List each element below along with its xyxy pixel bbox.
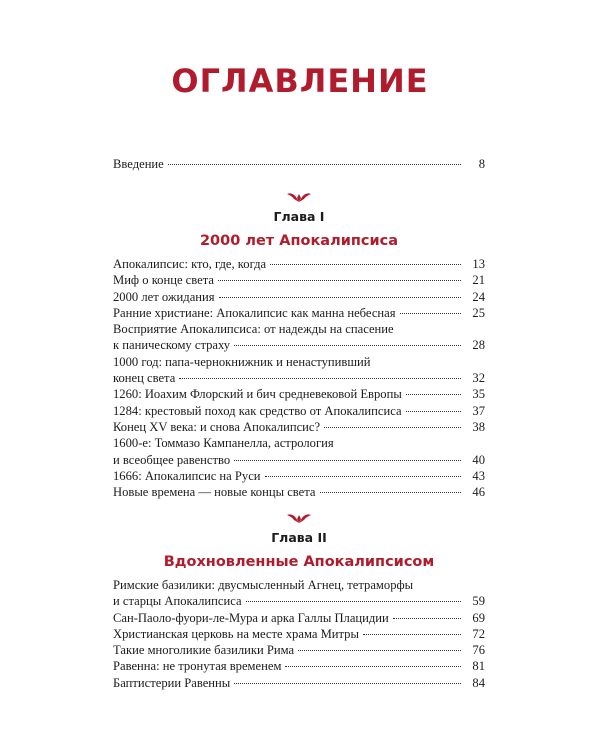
toc-entry-line	[113, 577, 485, 593]
dot-leader	[298, 650, 461, 651]
winged-ornament-icon	[286, 512, 312, 524]
toc-entry-line	[113, 256, 485, 272]
toc-entry-line	[113, 419, 485, 435]
dot-leader	[393, 618, 461, 619]
toc-entry-page: 40	[472, 452, 485, 467]
toc-entry-page: 81	[472, 659, 485, 674]
chapter-2-entries	[113, 577, 485, 691]
toc-intro	[113, 156, 485, 172]
dot-leader	[363, 634, 461, 635]
dot-leader	[265, 476, 461, 477]
dot-leader	[218, 280, 461, 281]
toc-entry-title: Такие многоликие базилики Рима	[113, 643, 295, 658]
toc-entry-line	[113, 321, 485, 337]
toc-entry-line	[113, 642, 485, 658]
toc-entry-title: 2000 лет ожидания	[113, 289, 215, 304]
dot-leader	[179, 378, 461, 379]
toc-entry-title: 1284: крестовый поход как средство от Апокалипсиса	[113, 403, 402, 418]
toc-entry	[113, 419, 485, 435]
toc-entry-line	[113, 593, 485, 609]
chapter-1-entries	[113, 256, 485, 500]
dot-leader	[406, 394, 461, 395]
toc-entry-line	[113, 337, 485, 353]
chapter-title: Вдохновленные Апокалипсисом	[163, 554, 435, 570]
winged-ornament-icon	[286, 191, 312, 203]
toc-entry-line	[113, 658, 485, 674]
toc-entry	[113, 289, 485, 305]
chapter-1-section	[113, 191, 485, 500]
toc-entry-title: Миф о конце света	[113, 273, 214, 288]
toc-entry-page: 46	[472, 485, 485, 500]
toc-entry-line	[113, 484, 485, 500]
dot-leader	[219, 297, 461, 298]
dot-leader	[246, 601, 461, 602]
chapter-label: Глава II	[271, 530, 327, 545]
dot-leader	[234, 683, 461, 684]
toc-entry-title: Равенна: не тронутая временем	[113, 659, 282, 674]
toc-entry-title: Апокалипсис: кто, где, когда	[113, 257, 267, 271]
toc-entry-title: 1600-е: Томмазо Кампанелла, астрология	[113, 436, 334, 451]
toc-entry-line	[113, 610, 485, 626]
dot-leader	[320, 492, 462, 493]
toc-entry-title: 1260: Иоахим Флорский и бич средневековой Европы	[113, 387, 402, 402]
toc-entry-line	[113, 435, 485, 451]
dot-leader	[285, 666, 461, 667]
toc-entry-line	[113, 289, 485, 305]
dot-leader	[234, 345, 461, 346]
dot-leader	[168, 164, 461, 165]
toc-entry-title: и старцы Апокалипсиса	[113, 594, 242, 609]
toc-entry	[113, 577, 485, 610]
toc-entry	[113, 626, 485, 642]
toc-entry-title: к паническому страху	[113, 338, 231, 353]
toc-entry-line	[113, 675, 485, 691]
toc-entry-page: 21	[472, 273, 485, 288]
toc-entry-line	[113, 403, 485, 419]
dot-leader	[406, 411, 461, 412]
toc-entry-title: Сан-Паоло-фуори-ле-Мура и арка Галлы Плацидии	[113, 610, 389, 625]
toc-entry-title: Христианская церковь на месте храма Митры	[113, 626, 359, 641]
toc-entry	[113, 272, 485, 288]
toc-entry	[113, 435, 485, 468]
toc-entry-line	[113, 386, 485, 402]
toc-entry-title: Восприятие Апокалипсиса: от надежды на спасение	[113, 322, 394, 337]
toc-entry-line	[113, 305, 485, 321]
toc-entry-page: 84	[472, 675, 485, 690]
toc-entry-line	[113, 354, 485, 370]
toc-entry	[113, 305, 485, 321]
toc-entry	[113, 484, 485, 500]
toc-entry-line	[113, 452, 485, 468]
toc-entry-page: 38	[472, 419, 485, 434]
dot-leader	[324, 427, 461, 428]
toc-entry-title: Римские базилики: двусмысленный Агнец, тетраморфы	[113, 578, 414, 592]
dot-leader	[234, 460, 461, 461]
toc-entry-page: 43	[472, 468, 485, 483]
toc-entry-line	[113, 626, 485, 642]
toc-entry	[113, 642, 485, 658]
toc-entry-page: 72	[472, 626, 485, 641]
dot-leader	[400, 313, 461, 314]
toc-entry	[113, 321, 485, 354]
toc-entry-line	[113, 468, 485, 484]
chapter-label: Глава I	[273, 209, 325, 224]
toc-entry-line	[113, 272, 485, 288]
toc-entry-page: 32	[472, 371, 485, 386]
toc-entry-title: 1000 год: папа-чернокнижник и ненаступивший	[113, 354, 371, 369]
toc-entry-title: Конец XV века: и снова Апокалипсис?	[113, 419, 321, 434]
toc-entry-page: 8	[478, 157, 485, 171]
toc-entry-page: 37	[472, 403, 485, 418]
toc-entry	[113, 658, 485, 674]
toc-entry	[113, 403, 485, 419]
toc-entry-page: 13	[472, 257, 485, 271]
toc-entry	[113, 156, 485, 172]
toc-entry-title: и всеобщее равенство	[113, 452, 231, 467]
toc-entry	[113, 354, 485, 387]
toc-entry-title: конец света	[113, 371, 176, 386]
toc-entry-title: Введение	[113, 157, 164, 171]
toc-entry-page: 59	[472, 594, 485, 609]
toc-entry-page: 69	[472, 610, 485, 625]
toc-entry-line	[113, 370, 485, 386]
toc-entry-title: Новые времена — новые концы света	[113, 485, 316, 500]
toc-entry-title: 1666: Апокалипсис на Руси	[113, 468, 261, 483]
toc-entry-page: 28	[472, 338, 485, 353]
toc-entry	[113, 468, 485, 484]
toc-entry	[113, 610, 485, 626]
toc-entry-page: 24	[472, 289, 485, 304]
toc-entry	[113, 675, 485, 691]
toc-entry-page: 76	[472, 643, 485, 658]
toc-entry	[113, 256, 485, 272]
toc-entry-page: 25	[472, 305, 485, 320]
chapter-title: 2000 лет Апокалипсиса	[199, 233, 399, 249]
toc-entry-title: Ранние христиане: Апокалипсис как манна небесная	[113, 305, 396, 320]
chapter-2-section	[113, 512, 485, 691]
dot-leader	[270, 264, 461, 265]
toc-entry-title: Баптистерии Равенны	[113, 675, 231, 690]
toc-entry-page: 35	[472, 387, 485, 402]
page-title: ОГЛАВЛЕНИЕ	[171, 62, 429, 100]
toc-entry	[113, 386, 485, 402]
